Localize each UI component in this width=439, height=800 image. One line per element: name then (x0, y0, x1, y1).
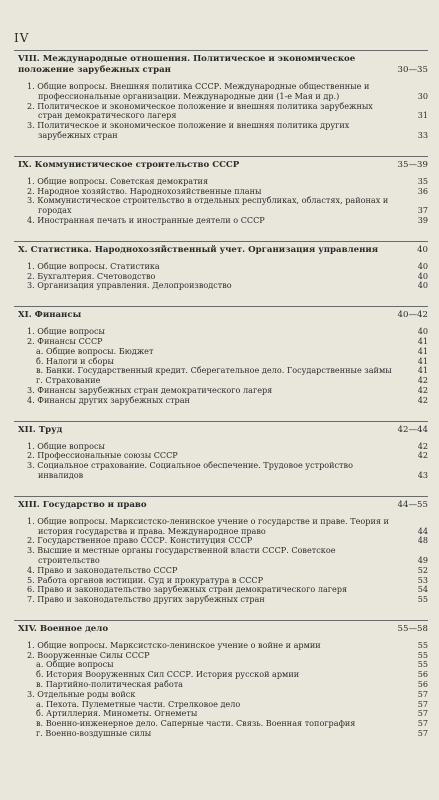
section-page-range: 35—39 (397, 159, 428, 170)
toc-entry-page: 49 (417, 554, 428, 565)
toc-entry-text: б. Налоги и сборы (36, 355, 114, 366)
toc-entry-page: 53 (417, 574, 428, 585)
toc-entry-text: 4. Право и законодательство СССР (27, 564, 178, 575)
section-top-rule (14, 620, 428, 621)
section-page-range: 55—58 (397, 623, 428, 634)
toc-entry-page: 31 (417, 110, 428, 121)
toc-entry-page: 41 (417, 335, 428, 346)
toc-entry-page: 42 (417, 440, 428, 451)
section-entries (18, 327, 428, 405)
toc-entry-page: 39 (417, 214, 428, 225)
toc-entry-text: 1. Общие вопросы (27, 440, 105, 451)
toc-entry-text: б. История Вооруженных Сил СССР. История русской армии (36, 669, 300, 680)
toc-entry-page: 40 (417, 270, 428, 281)
toc-entry (18, 396, 428, 406)
section-entries (18, 517, 428, 605)
section-heading (18, 245, 428, 256)
toc-entry (18, 196, 428, 216)
toc-entry-text: 3. Коммунистическое строительство в отдельных республиках, областях, районах и городах (27, 195, 389, 216)
toc-entry-page: 57 (417, 728, 428, 739)
toc-entry-text: в. Военно-инженерное дело. Саперные части. Связь. Военная топография (36, 718, 356, 729)
section-page-range: 44—55 (397, 499, 428, 510)
toc-entry-text: г. Страхование (36, 375, 101, 386)
section-top-rule (14, 156, 428, 157)
toc-entry-page: 37 (417, 205, 428, 216)
toc-entry (18, 546, 428, 566)
toc-entry-text: 6. Право и законодательство зарубежных стран демократического лагеря (27, 584, 348, 595)
toc-entry-text: 7. Право и законодательство других зарубежных стран (27, 594, 265, 605)
toc-entry-text: 1. Общие вопросы. Марксистско-ленинское учение о войне и армии (27, 639, 321, 650)
toc-entry-page: 43 (417, 469, 428, 480)
page-number: IV (14, 31, 30, 45)
toc-entry-text: 2. Политическое и экономическое положение и внешняя политика зарубежных стран демократического лагеря (27, 100, 373, 121)
toc-entry-text: 3. Отдельные роды войск (27, 688, 136, 699)
toc-entry-text: а. Общие вопросы (36, 659, 114, 670)
section-entries (18, 262, 428, 291)
toc-entry-text: 1. Общие вопросы. Марксистско-ленинское учение о государстве и праве. Теория и история государства и права. Международное право (27, 515, 389, 536)
section-title: XII. Труд (18, 424, 63, 435)
toc-entry-text: 3. Политическое и экономическое положение и внешняя политика других зарубежных стран (27, 120, 350, 140)
toc-entry-page: 56 (417, 679, 428, 690)
toc-entry (18, 102, 428, 122)
section-title: IX. Коммунистическое строительство СССР (18, 159, 240, 170)
toc-entry-text: 2. Вооруженные Силы СССР (27, 649, 150, 660)
section-heading (18, 310, 428, 321)
section-xiii (18, 500, 428, 605)
toc-entry-page: 42 (417, 384, 428, 395)
toc-entry (18, 121, 428, 141)
toc-entry-text: 1. Общие вопросы. Внешняя политика СССР. Международные общественные и профессиональные организации. Международные дни (1-е Мая и др.) (27, 81, 370, 101)
section-xii (18, 425, 428, 481)
section-xi (18, 310, 428, 405)
section-title: VIII. Международные отношения. Политическое и экономическое положение зарубежных стран (18, 54, 356, 75)
toc-entry-text: в. Партийно-политическая работа (36, 679, 184, 690)
section-top-rule (14, 50, 428, 51)
section-x (18, 245, 428, 291)
toc-entry-text: 4. Иностранная печать и иностранные деятели о СССР (27, 214, 265, 225)
toc-entry-page: 52 (417, 564, 428, 575)
toc-entry-page: 42 (417, 394, 428, 405)
toc-entry-page: 57 (417, 708, 428, 719)
section-heading (18, 624, 428, 635)
toc-entry-text: 4. Финансы других зарубежных стран (27, 394, 190, 405)
toc-entry (18, 461, 428, 481)
toc-entry-page: 42 (417, 375, 428, 386)
toc-entry-page: 48 (417, 535, 428, 546)
toc-entry-page: 55 (417, 594, 428, 605)
section-title: XI. Финансы (18, 310, 82, 321)
section-top-rule (14, 241, 428, 242)
toc-entry-text: 1. Общие вопросы (27, 326, 105, 337)
toc-entry-page: 42 (417, 450, 428, 461)
toc-entry-text: 3. Социальное страхование. Социальное обеспечение. Трудовое устройство инвалидов (27, 460, 353, 480)
toc-entry-page: 41 (417, 365, 428, 376)
section-heading (18, 54, 428, 76)
section-page-range: 40—42 (397, 310, 428, 321)
section-xiv (18, 624, 428, 739)
toc-entry-text: а. Пехота. Пулеметные части. Стрелковое дело (36, 698, 241, 709)
toc-entry-page: 40 (417, 260, 428, 271)
toc-entry-page: 57 (417, 698, 428, 709)
toc-entry-text: 3. Организация управления. Делопроизводство (27, 280, 232, 291)
toc-entry-text: г. Военно-воздушные силы (36, 728, 152, 739)
toc-entry-page: 33 (417, 129, 428, 140)
section-heading (18, 425, 428, 436)
toc-entry-text: 2. Профессиональные союзы СССР (27, 450, 178, 461)
toc-entry-page: 55 (417, 659, 428, 670)
section-viii (18, 54, 428, 141)
toc-entry-text: 2. Финансы СССР (27, 335, 103, 346)
toc-entry-page: 44 (417, 525, 428, 536)
section-page-range: 40 (417, 244, 428, 255)
toc-entry-text: 2. Бухгалтерия. Счетоводство (27, 270, 156, 281)
toc-entry-page: 54 (417, 584, 428, 595)
toc-entry-text: а. Общие вопросы. Бюджет (36, 345, 154, 356)
section-heading (18, 160, 428, 171)
toc-entry (18, 82, 428, 102)
toc-entry-page: 30 (417, 90, 428, 101)
toc-entry-page: 57 (417, 718, 428, 729)
toc-entry (18, 281, 428, 291)
toc-entry-text: 2. Государственное право СССР. Конституция СССР (27, 535, 253, 546)
toc-subentry (18, 729, 428, 739)
toc-entry (18, 517, 428, 537)
section-title: XIV. Военное дело (18, 623, 109, 634)
toc-entry-page: 36 (417, 185, 428, 196)
toc-entry-page: 41 (417, 345, 428, 356)
toc-entry-text: 1. Общие вопросы. Советская демократия (27, 175, 209, 186)
section-title: X. Статистика. Народнохозяйственный учет. Организация управления (18, 244, 379, 255)
toc-entry-page: 55 (417, 649, 428, 660)
toc-entry-text: 3. Высшие и местные органы государственной власти СССР. Советское строительство (27, 545, 336, 565)
toc-entry-text: 5. Работа органов юстиции. Суд и прокуратура в СССР (27, 574, 264, 585)
toc-entry-page: 57 (417, 688, 428, 699)
section-title: XIII. Государство и право (18, 499, 147, 510)
toc-entry-page: 40 (417, 280, 428, 291)
section-page-range: 42—44 (397, 424, 428, 435)
section-entries (18, 442, 428, 481)
toc-entry-text: в. Банки. Государственный кредит. Сберегательное дело. Государственные займы (36, 365, 392, 376)
toc-entry-text: 1. Общие вопросы. Статистика (27, 260, 160, 271)
section-entries (18, 177, 428, 226)
section-entries (18, 641, 428, 739)
section-top-rule (14, 421, 428, 422)
toc-entry (18, 595, 428, 605)
section-entries (18, 82, 428, 141)
toc-entry-page: 41 (417, 355, 428, 366)
toc-entry (18, 216, 428, 226)
toc-entry-text: б. Артиллерия. Минометы. Огнеметы (36, 708, 198, 719)
section-top-rule (14, 306, 428, 307)
toc-entry-page: 56 (417, 669, 428, 680)
section-ix (18, 160, 428, 226)
section-page-range: 30—35 (397, 65, 428, 75)
toc-entry-text: 3. Финансы зарубежных стран демократического лагеря (27, 384, 273, 395)
section-top-rule (14, 496, 428, 497)
table-of-contents (18, 54, 428, 739)
toc-entry-text: 2. Народное хозяйство. Народнохозяйственные планы (27, 185, 262, 196)
toc-entry-page: 35 (417, 175, 428, 186)
toc-entry-page: 40 (417, 326, 428, 337)
toc-entry-page: 55 (417, 639, 428, 650)
section-heading (18, 500, 428, 511)
